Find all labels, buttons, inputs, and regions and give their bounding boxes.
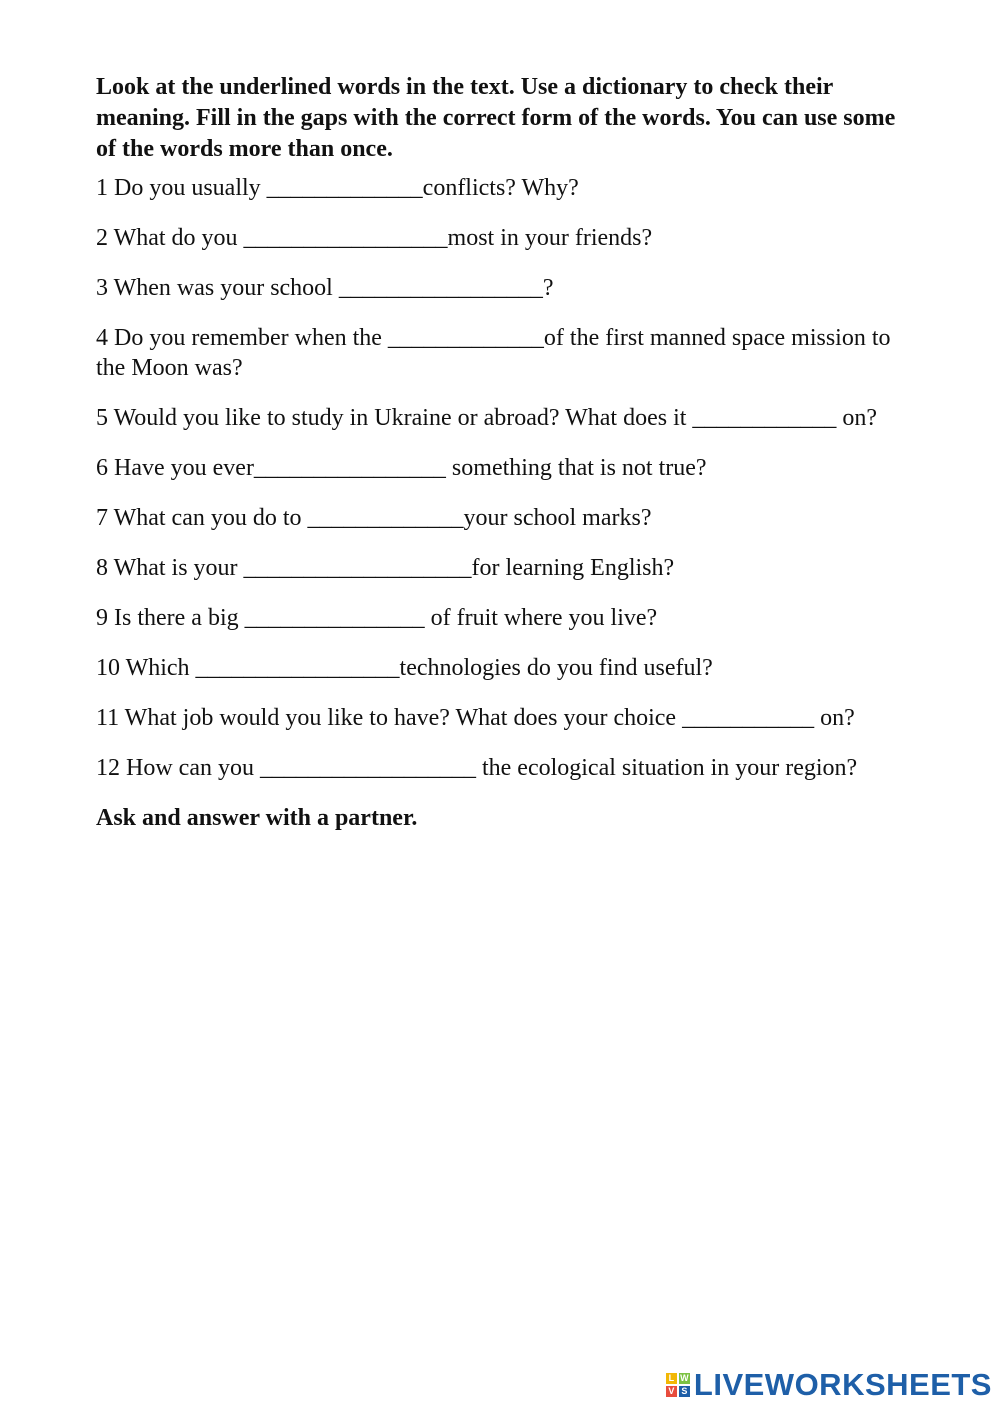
- question-12: 12 How can you __________________ the ecological situation in your region?: [96, 755, 858, 781]
- question-5: 5 Would you like to study in Ukraine or abroad? What does it ____________ on?: [96, 405, 878, 431]
- worksheet-page: [96, 72, 916, 833]
- liveworksheets-logo-icon: [666, 1373, 690, 1397]
- closing-instruction: Ask and answer with a partner.: [96, 805, 418, 831]
- question-1: 1 Do you usually _____________conflicts? Why?: [96, 175, 579, 201]
- instructions-text: Look at the underlined words in the text. Use a dictionary to check their meaning. Fill in the gaps with the correct form of the words. You can use some of the words more than once.: [96, 74, 896, 162]
- question-7: 7 What can you do to _____________your school marks?: [96, 505, 652, 531]
- question-9: 9 Is there a big _______________ of fruit where you live?: [96, 605, 658, 631]
- brand-name: LIVEWORKSHEETS: [693, 1367, 992, 1402]
- logo-cell-w: W: [680, 1373, 689, 1383]
- question-6: 6 Have you ever________________ something that is not true?: [96, 455, 707, 481]
- question-list: [96, 173, 916, 783]
- logo-cell-v: V: [666, 1386, 677, 1397]
- logo-cell-l: L: [666, 1373, 677, 1384]
- logo-cell-s: S: [679, 1386, 690, 1397]
- question-10: 10 Which _________________technologies do you find useful?: [96, 655, 713, 681]
- question-2: 2 What do you _________________most in your friends?: [96, 225, 653, 251]
- question-4: 4 Do you remember when the _____________of the first manned space mission to the Moon was?: [96, 325, 897, 381]
- question-8: 8 What is your ___________________for learning English?: [96, 555, 675, 581]
- question-11: 11 What job would you like to have? What does your choice ___________ on?: [96, 705, 855, 731]
- question-3: 3 When was your school _________________?: [96, 275, 554, 301]
- liveworksheets-brand: [666, 1365, 992, 1405]
